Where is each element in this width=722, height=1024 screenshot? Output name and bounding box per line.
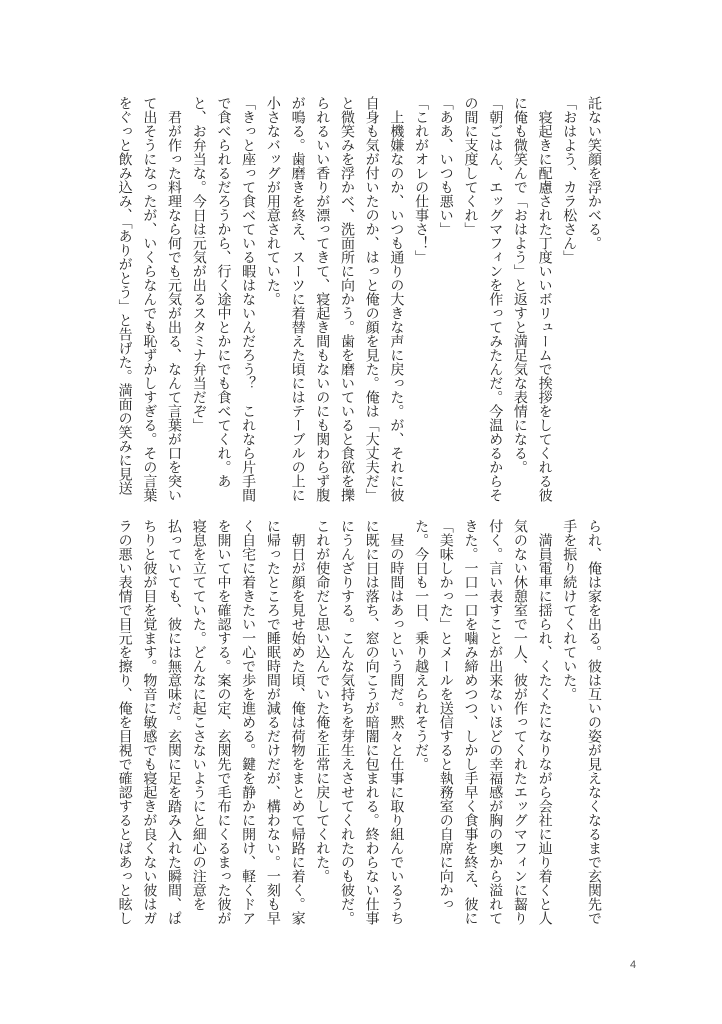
text-line: で食べられるだろうから、行く途中とかにでも食べてくれ。あ: [215, 96, 232, 488]
text-line: 寝息を立てていた。どんなに起こさないようにと細心の注意を: [190, 519, 207, 911]
text-line: を開いて中を確認する。案の定、玄関先で毛布にくるまった彼が: [215, 519, 232, 925]
text-line: きた。一口一口を噛み締めつつ、しかし手早く食事を終え、彼に: [462, 519, 479, 925]
text-line: ちりと彼が目を覚ます。物音に敏感でも寝起きが良くない彼はガ: [141, 519, 158, 925]
text-line: 自身も気が付いたのか、はっと俺の顔を見た。俺は「大丈夫だ」: [363, 96, 380, 502]
text-line: が鳴る。歯磨きを終え、スーツに着替えた頃にはテーブルの上に: [289, 96, 306, 502]
text-line: 朝日が顔を見せ始めた頃、俺は荷物をまとめて帰路に着く。家: [289, 519, 306, 925]
text-line: に既に日は落ち、窓の向こうが暗闇に包まれる。終わらない仕事: [363, 519, 380, 925]
text-line: 寝起きに配慮された丁度いいボリュームで挨拶をしてくれる彼: [536, 96, 553, 502]
text-line: これが使命だと思い込んでいた俺を正常に戻してくれた。: [314, 519, 331, 883]
text-line: 払っていても、彼には無意味だ。玄関に足を踏み入れた瞬間、ぱ: [166, 519, 183, 925]
text-line: 「おはよう、カラ松さん」: [561, 96, 578, 264]
bottom-text-block: [112, 519, 606, 945]
text-line: と微笑みを浮かべ、洗面所に向かう。歯を磨いていると食欲を擽: [338, 96, 355, 502]
text-line: 満員電車に揺られ、くたくたになりながら会社に辿り着くと人: [536, 519, 553, 925]
text-line: られ、俺は家を出る。彼は互いの姿が見えなくなるまで玄関先で: [586, 519, 602, 925]
text-line: られるいい香りが漂ってきて、寝起き間もないのにも関わらず腹: [314, 96, 331, 502]
text-line: 上機嫌なのか、いつも通りの大きな声に戻った。が、それに彼: [388, 96, 405, 502]
text-line: 手を振り続けてくれていた。: [561, 519, 578, 701]
text-line: 小さなバッグが用意されていた。: [264, 96, 281, 306]
text-line: 昼の時間はあっという間だ。黙々と仕事に取り組んでいるうち: [388, 519, 405, 925]
text-line: と、お弁当な。今日は元気が出るスタミナ弁当だぞ」: [190, 96, 207, 432]
text-line: 「きっと座って食べている暇はないんだろう？ これなら片手間: [240, 96, 257, 502]
text-line: に帰ったところで睡眠時間が減るだけだが、構わない。一刻も早: [264, 519, 281, 925]
text-line: 君が作った料理なら何でも元気が出る、なんて言葉が口を突い: [166, 96, 183, 502]
text-line: く自宅に着きたい一心で歩を進める。鍵を静かに開け、軽くドア: [240, 519, 257, 925]
text-line: 託ない笑顔を浮かべる。: [586, 96, 602, 250]
text-line: 「ああ、いつも悪い」: [437, 96, 454, 236]
text-line: をぐっと飲み込み、「ありがとう」と告げた。満面の笑みに見送: [116, 96, 133, 495]
text-line: 気のない休憩室で一人、彼が作ってくれたエッグマフィンに齧り: [511, 519, 528, 925]
text-line: の間に支度してくれ」: [462, 96, 479, 236]
page-number: 4: [630, 959, 637, 971]
text-line: て出そうになったが、いくらなんでも恥ずかしすぎる。その言葉: [141, 96, 158, 502]
text-line: に俺も微笑んで「おはよう」と返すと満足気な表情になる。: [511, 96, 528, 474]
text-line: にうんざりする。こんな気持ちを芽生えさせてくれたのも彼だ。: [338, 519, 355, 925]
text-line: た。今日も一日、乗り越えられそうだ。: [413, 519, 430, 771]
text-line: 「これがオレの仕事さ！」: [413, 96, 430, 264]
text-line: ラの悪い表情で目元を擦り、俺を目視で確認するとぱあっと眩し: [116, 519, 133, 925]
text-line: 「美味しかった」とメールを送信すると執務室の自席に向かっ: [437, 519, 454, 911]
text-line: 「朝ごはん、エッグマフィンを作ってみたんだ。今温めるからそ: [487, 96, 504, 502]
text-line: 付く。言い表すことが出来ないほどの幸福感が胸の奥から溢れて: [487, 519, 504, 925]
top-text-block: [112, 96, 606, 508]
